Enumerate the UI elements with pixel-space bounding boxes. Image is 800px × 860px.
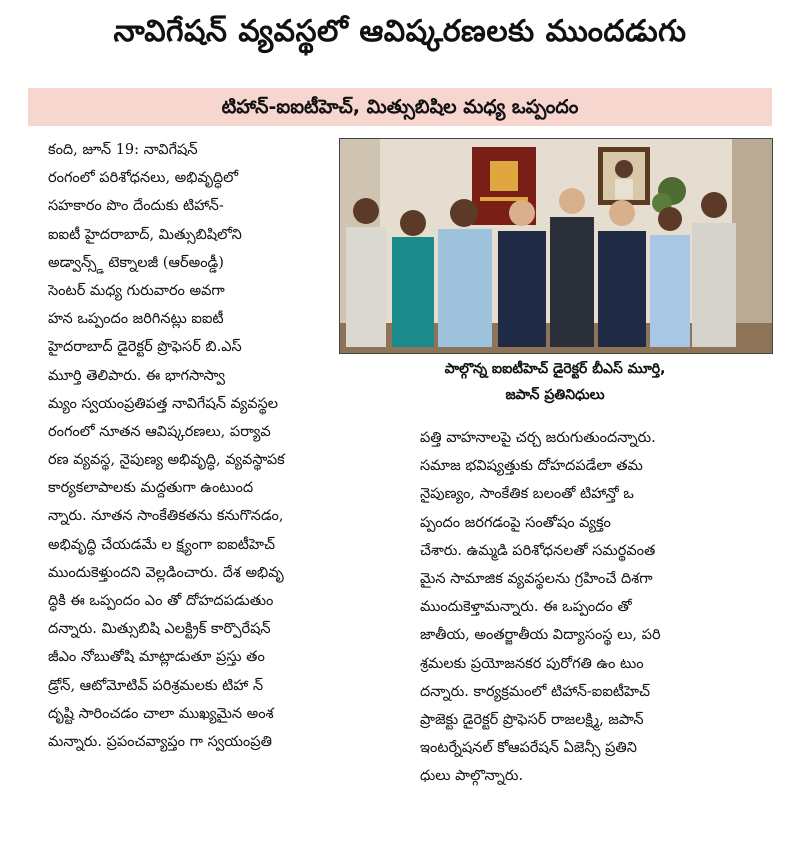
text-line: మైన సామాజిక వ్యవస్థలను గ్రహించే దిశగా bbox=[420, 570, 653, 587]
text-line: నైపుణ్యం, సాంకేతిక బలంతో టిహాన్తో ఒ bbox=[420, 486, 634, 503]
text-line: మూర్తి తెలిపారు. ఈ భాగసాస్వా bbox=[48, 367, 226, 384]
text-line: న్నారు. నూతన సాంకేతికతను కనుగొనడం, bbox=[48, 508, 284, 525]
text-line: డ్రోన్, ఆటోమోటివ్ పరిశ్రమలకు టిహా న్ bbox=[48, 677, 264, 694]
text-line: ద్ధికి ఈ ఒప్పందం ఎం తో దోహదపడుతుం bbox=[48, 593, 274, 609]
text-line: హైదరాబాద్ డైరెక్టర్ ప్రొఫెసర్ బి.ఎస్ bbox=[48, 339, 242, 356]
text-line: ధులు పాల్గొన్నారు. bbox=[420, 768, 524, 785]
text-line: రణ వ్యవస్థ, నైపుణ్య అభివృద్ధి, వ్యవస్థాపక bbox=[48, 452, 285, 469]
text-line: దృష్టి సారించడం చాలా ముఖ్యమైన అంశ bbox=[48, 705, 274, 722]
text-line: అడ్వాన్స్డ్ టెక్నాలజీ (ఆర్అండ్డీ) bbox=[48, 254, 224, 271]
text-line: అభివృద్ధి చేయడమే ల క్ష్యంగా ఐఐటీహెచ్ bbox=[48, 536, 275, 553]
text-line: చేశారు. ఉమ్మడి పరిశోధనలతో సమర్థవంత bbox=[420, 542, 656, 559]
text-line: సమాజ భవిష్యత్తుకు దోహదపడేలా తమ bbox=[420, 458, 643, 475]
text-line: మ్యం స్వయంప్రతిపత్త నావిగేషన్ వ్యవస్థల bbox=[48, 395, 279, 412]
headline: నావిగేషన్ వ్యవస్థలో ఆవిష్కరణలకు ముందడుగు bbox=[113, 14, 687, 49]
text-line: జీఎం నోబుతోషి మాట్లాడుతూ ప్రస్తు తం bbox=[48, 649, 265, 666]
text-line: దన్నారు. మిత్సుబిషి ఎలక్ట్రిక్ కార్పొరేషన్ bbox=[48, 621, 271, 638]
text-line: సెంటర్ మధ్య గురువారం అవగా bbox=[48, 282, 225, 299]
text-line: పత్తి వాహనాలపై చర్చ జరుగుతుందన్నారు. bbox=[420, 430, 656, 446]
news-photo bbox=[339, 138, 773, 354]
text-line: జాతీయ, అంతర్జాతీయ విద్యాసంస్థ లు, పరి bbox=[420, 627, 661, 644]
text-line: రంగంలో పరిశోధనలు, అభివృద్ధిలో bbox=[48, 170, 239, 187]
text-line: సహకారం పొం దేందుకు టిహాన్- bbox=[48, 198, 224, 215]
text-line: ముందుకెళ్తామన్నారు. ఈ ఒప్పందం తో bbox=[420, 599, 632, 616]
caption-line: జపాన్ ప్రతినిధులు bbox=[505, 387, 605, 403]
text-line: ప్రాజెక్టు డైరెక్టర్ ప్రొఫెసర్ రాజలక్ష్మి, జపాన్ bbox=[420, 711, 644, 728]
text-line: కంది, జూన్ 19: నావిగేషన్ bbox=[48, 142, 198, 158]
text-line: ప్పందం జరగడంపై సంతోషం వ్యక్తం bbox=[420, 514, 611, 531]
text-line: ఇంటర్నేషనల్ కోఆపరేషన్ ఏజెన్సీ ప్రతిని bbox=[420, 740, 637, 757]
subheadline: టిహాన్-ఐఐటీహెచ్, మిత్సుబిషిల మధ్య ఒప్పందం bbox=[28, 88, 772, 126]
text-line: రంగంలో నూతన ఆవిష్కరణలు, పర్యావ bbox=[48, 423, 271, 440]
text-line: ముందుకెళ్తుందని వెల్లడించారు. దేశ అభివృ bbox=[48, 564, 284, 581]
text-line: ఐఐటీ హైదరాబాద్, మిత్సుబిషిలోని bbox=[48, 226, 242, 243]
text-line: హన ఒప్పందం జరిగినట్లు ఐఐటీ bbox=[48, 311, 224, 328]
text-line: దన్నారు. కార్యక్రమంలో టిహాన్-ఐఐటీహెచ్ bbox=[420, 683, 651, 700]
caption-line: పాల్గొన్న ఐఐటీహెచ్ డైరెక్టర్ బీఎస్ మూర్తి, bbox=[444, 361, 666, 377]
group-photo-illustration bbox=[340, 139, 772, 353]
text-line: శ్రమలకు ప్రయోజనకర పురోగతి ఉం టుం bbox=[420, 655, 644, 672]
text-line: కార్యకలాపాలకు మద్దతుగా ఉంటుంద bbox=[48, 480, 254, 497]
text-line: మన్నారు. ప్రపంచవ్యాప్తం గా స్వయంప్రతి bbox=[48, 733, 272, 750]
photo-caption bbox=[339, 356, 771, 408]
article-column-right bbox=[420, 424, 774, 790]
